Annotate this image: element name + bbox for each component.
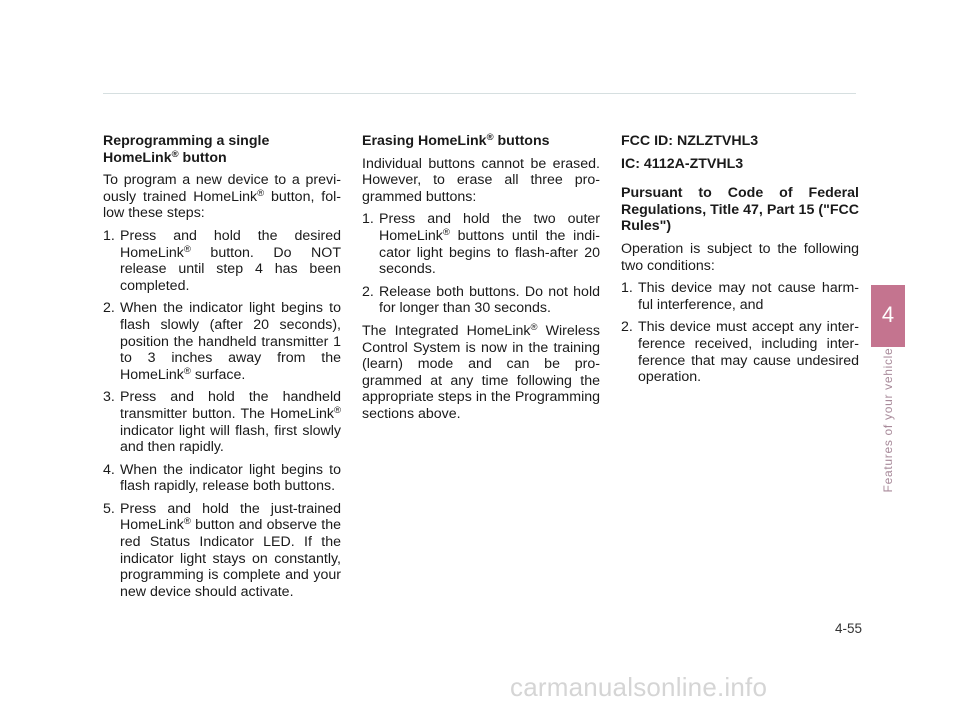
list-item: 1. Press and hold the two outer HomeLink® buttons until the indi-cator light begins to flash-after 20 seconds. [362,211,600,278]
step-number: 1. [103,227,115,244]
condition-number: 1. [621,280,633,297]
list-item: 5. Press and hold the just-trained HomeLink® button and observe the red Status Indicator LED. If the indicator light stays on constantly, programming is complete and your new device should activate. [103,500,341,600]
column-fcc [621,133,859,392]
erasing-heading: Erasing HomeLink® buttons [362,132,550,149]
step-number: 1. [362,211,374,228]
registered-mark: ® [183,243,191,255]
fcc-heading: Pursuant to Code of Federal Regulations, Title 47, Part 15 ("FCC Rules") [621,185,859,235]
watermark: carmanualsonline.info [510,672,768,702]
list-item: 2. When the indicator light begins to flash slowly (after 20 seconds), position the handheld transmitter 1 to 3 inches away from the HomeLink® surface. [103,300,341,383]
ic-number: IC: 4112A-ZTVHL3 [621,155,744,172]
condition-number: 2. [621,319,633,336]
erasing-steps [362,211,600,317]
list-item: 2. This device must accept any inter-ference received, including inter-ference that may cause undesired operation. [621,319,859,386]
registered-mark: ® [183,365,191,377]
chapter-label: Features of your vehicle [881,347,895,493]
chapter-tab [871,285,905,347]
registered-mark: ® [257,187,265,199]
registered-mark: ® [442,226,450,238]
list-item: 1. This device may not cause harm-ful interference, and [621,280,859,313]
step-number: 5. [103,500,115,517]
page-number: 4-55 [834,621,862,636]
reprogramming-steps [103,228,341,600]
fcc-conditions [621,280,859,386]
reprogramming-intro: To program a new device to a previ-ously trained HomeLink® button, fol-low these steps: [103,172,341,222]
erasing-intro: Individual buttons cannot be erased. However, to erase all three pro-grammed buttons: [362,155,600,205]
header-rule [103,93,856,94]
column-erasing [362,133,600,429]
registered-mark: ® [183,516,191,528]
list-item: 3. Press and hold the handheld transmitter button. The HomeLink® indicator light will flash, first slowly and then rapidly. [103,389,341,456]
fcc-intro: Operation is subject to the following two conditions: [621,240,859,274]
registered-mark: ® [530,321,538,333]
registered-mark: ® [334,404,341,416]
list-item: 4. When the indicator light begins to flash rapidly, release both buttons. [103,461,341,495]
step-number: 3. [103,389,115,406]
reprogramming-heading: Reprogramming a single HomeLink® button [103,133,270,166]
registered-mark: ® [171,148,179,160]
step-number: 2. [362,283,374,300]
step-number: 4. [103,461,115,478]
column-reprogramming [103,133,341,606]
step-number: 2. [103,300,115,317]
list-item: 2. Release both buttons. Do not hold for longer than 30 seconds. [362,283,600,317]
registered-mark: ® [486,132,494,143]
chapter-number: 4 [881,302,895,327]
erasing-outro: The Integrated HomeLink® Wireless Control System is now in the training (learn) mode and can be pro-grammed at any time following the appropriate steps in the Programming sections above. [362,321,600,422]
fcc-id: FCC ID: NZLZTVHL3 [621,133,759,149]
list-item: 1. Press and hold the desired HomeLink® button. Do NOT release until step 4 has been completed. [103,227,341,294]
